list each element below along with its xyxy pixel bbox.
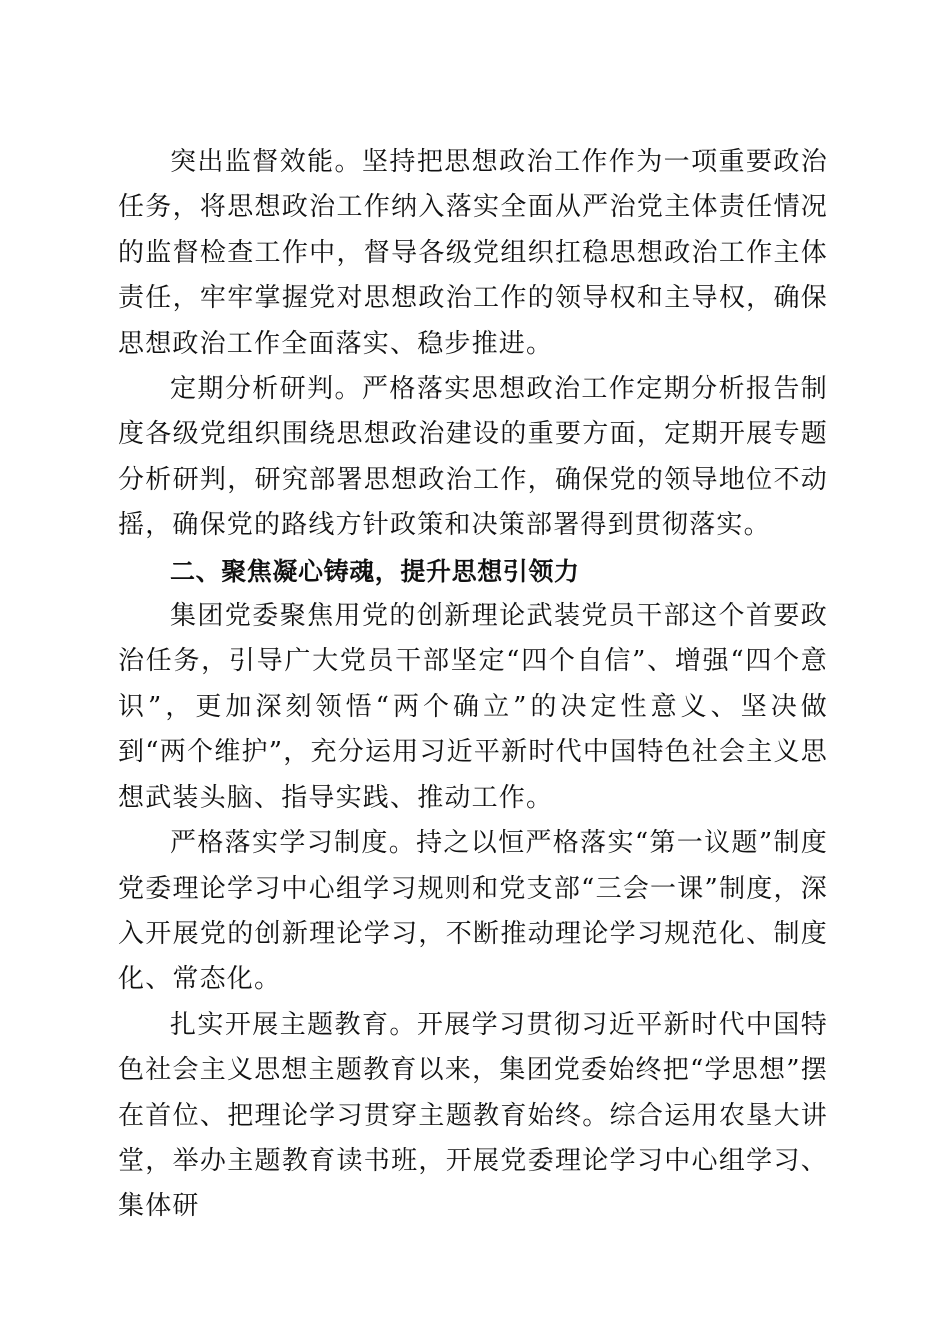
document-body — [118, 140, 828, 1230]
paragraph-regular-analysis: 定期分析研判。严格落实思想政治工作定期分析报告制度各级党组织围绕思想政治建设的重要方面，定期开展专题分析研判，研究部署思想政治工作，确保党的领导地位不动摇，确保党的路线方针政策和决策部署得到贯彻落实。 — [118, 374, 828, 541]
paragraph-theme-education: 扎实开展主题教育。开展学习贯彻习近平新时代中国特色社会主义思想主题教育以来，集团党委始终把“学思想”摆在首位、把理论学习贯穿主题教育始终。综合运用农垦大讲堂，举办主题教育读书班，开展党委理论学习中心组学习、集体研 — [118, 1009, 828, 1222]
paragraph-supervision-effectiveness: 突出监督效能。坚持把思想政治工作作为一项重要政治任务，将思想政治工作纳入落实全面从严治党主体责任情况的监督检查工作中，督导各级党组织扛稳思想政治工作主体责任，牢牢掌握党对思想政治工作的领导权和主导权，确保思想政治工作全面落实、稳步推进。 — [118, 147, 828, 359]
paragraph-group-focus: 集团党委聚焦用党的创新理论武装党员干部这个首要政治任务，引导广大党员干部坚定“四个自信”、增强“四个意识”，更加深刻领悟“两个确立”的决定性意义、坚决做到“两个维护”，充分运用习近平新时代中国特色社会主义思想武装头脑、指导实践、推动工作。 — [118, 601, 828, 813]
paragraph-study-system: 严格落实学习制度。持之以恒严格落实“第一议题”制度党委理论学习中心组学习规则和党支部“三会一课”制度，深入开展党的创新理论学习，不断推动理论学习规范化、制度化、常态化。 — [118, 828, 828, 995]
section-heading-2: 二、聚焦凝心铸魂，提升思想引领力 — [170, 556, 580, 586]
